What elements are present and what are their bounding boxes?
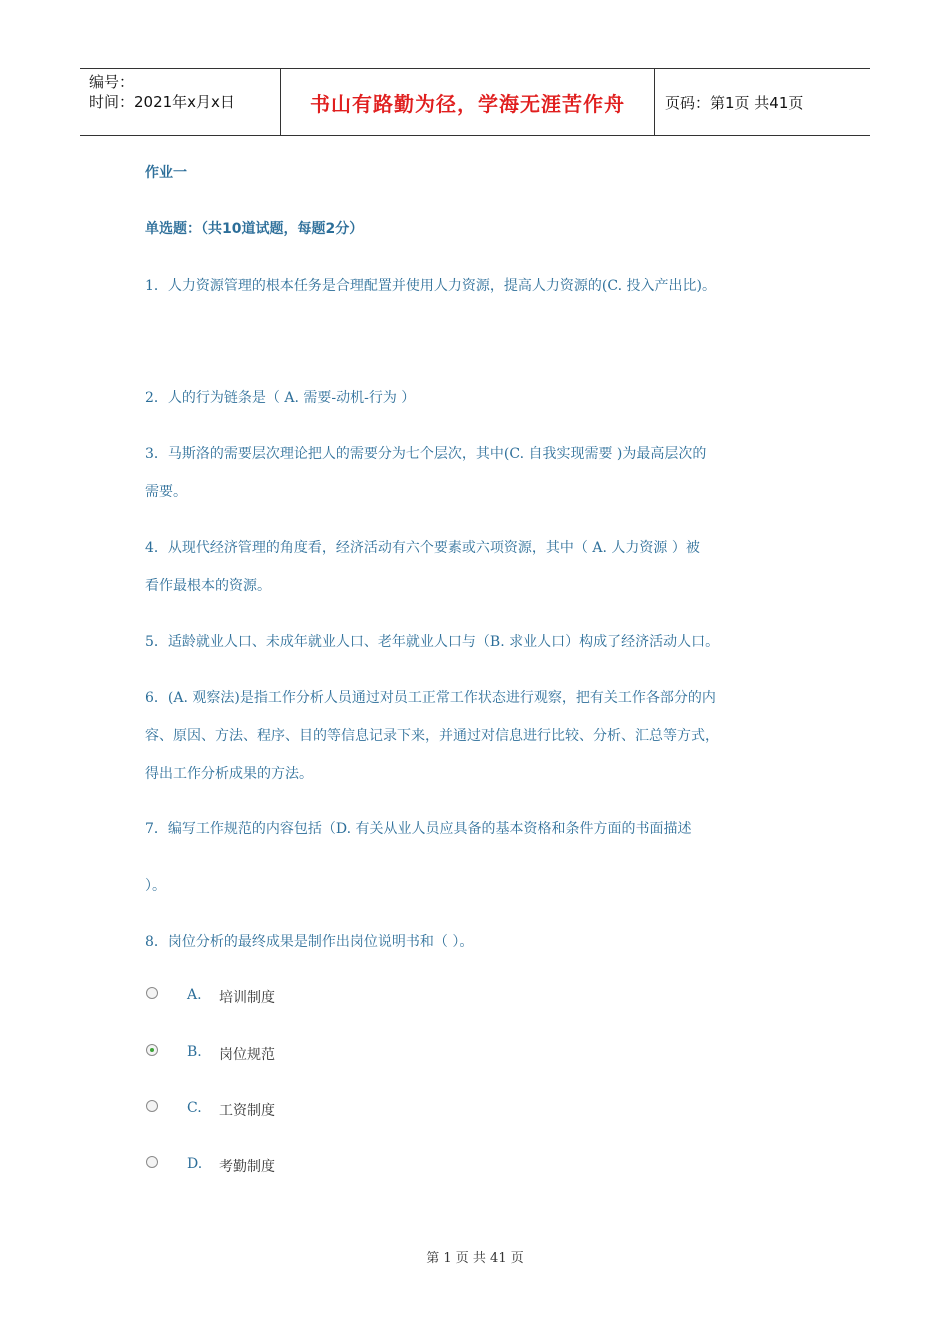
doc-title: 作业一 (145, 165, 187, 181)
option-d-text: 考勤制度 (219, 1159, 275, 1175)
section-heading: 单选题：（共10道试题，每题2分） (145, 221, 364, 237)
question-3-line-2: 需要。 (145, 484, 187, 500)
radio-option-c[interactable] (146, 1100, 158, 1112)
option-c-text: 工资制度 (219, 1103, 275, 1119)
header-page-info: 页码：第1页 共41页 (665, 93, 804, 112)
question-7-line-1: 7．编写工作规范的内容包括（D. 有关从业人员应具备的基本资格和条件方面的书面描述 (145, 821, 692, 837)
option-c-letter: C. (187, 1100, 202, 1116)
question-6-line-3: 得出工作分析成果的方法。 (145, 766, 313, 782)
question-6-line-1: 6．(A. 观察法)是指工作分析人员通过对员工正常工作状态进行观察，把有关工作各部分的内 (145, 690, 716, 706)
page-footer: 第 1 页 共 41 页 (426, 1251, 524, 1266)
question-5: 5．适龄就业人口、未成年就业人口、老年就业人口与（B. 求业人口）构成了经济活动人口。 (145, 634, 720, 650)
option-a-text: 培训制度 (219, 990, 275, 1006)
option-b-letter: B. (187, 1044, 202, 1060)
question-3-line-1: 3．马斯洛的需要层次理论把人的需要分为七个层次，其中(C. 自我实现需要 )为最高层次的 (145, 446, 707, 462)
question-4-line-1: 4．从现代经济管理的角度看，经济活动有六个要素或六项资源，其中（ A. 人力资源 ）被 (145, 540, 700, 556)
question-2: 2．人的行为链条是（ A. 需要-动机-行为 ） (145, 390, 416, 406)
page-header (80, 68, 870, 136)
radio-option-b-checked[interactable] (146, 1044, 158, 1056)
question-1: 1．人力资源管理的根本任务是合理配置并使用人力资源，提高人力资源的(C. 投入产出比)。 (145, 278, 716, 294)
radio-option-a[interactable] (146, 987, 158, 999)
question-4-line-2: 看作最根本的资源。 (145, 578, 271, 594)
question-7-line-2: ）。 (145, 878, 166, 894)
number-label: 编号： (89, 73, 135, 91)
time-label: 时间：2021年x月x日 (89, 93, 235, 111)
option-a-letter: A. (187, 987, 202, 1003)
option-b-text: 岗位规范 (219, 1047, 275, 1063)
radio-option-d[interactable] (146, 1156, 158, 1168)
header-meta (80, 69, 281, 135)
option-d-letter: D. (187, 1156, 203, 1172)
header-motto: 书山有路勤为径，学海无涯苦作舟 (281, 69, 655, 135)
question-6-line-2: 容、原因、方法、程序、目的等信息记录下来，并通过对信息进行比较、分析、汇总等方式， (145, 728, 719, 744)
question-8: 8．岗位分析的最终成果是制作出岗位说明书和（ ）。 (145, 934, 474, 950)
